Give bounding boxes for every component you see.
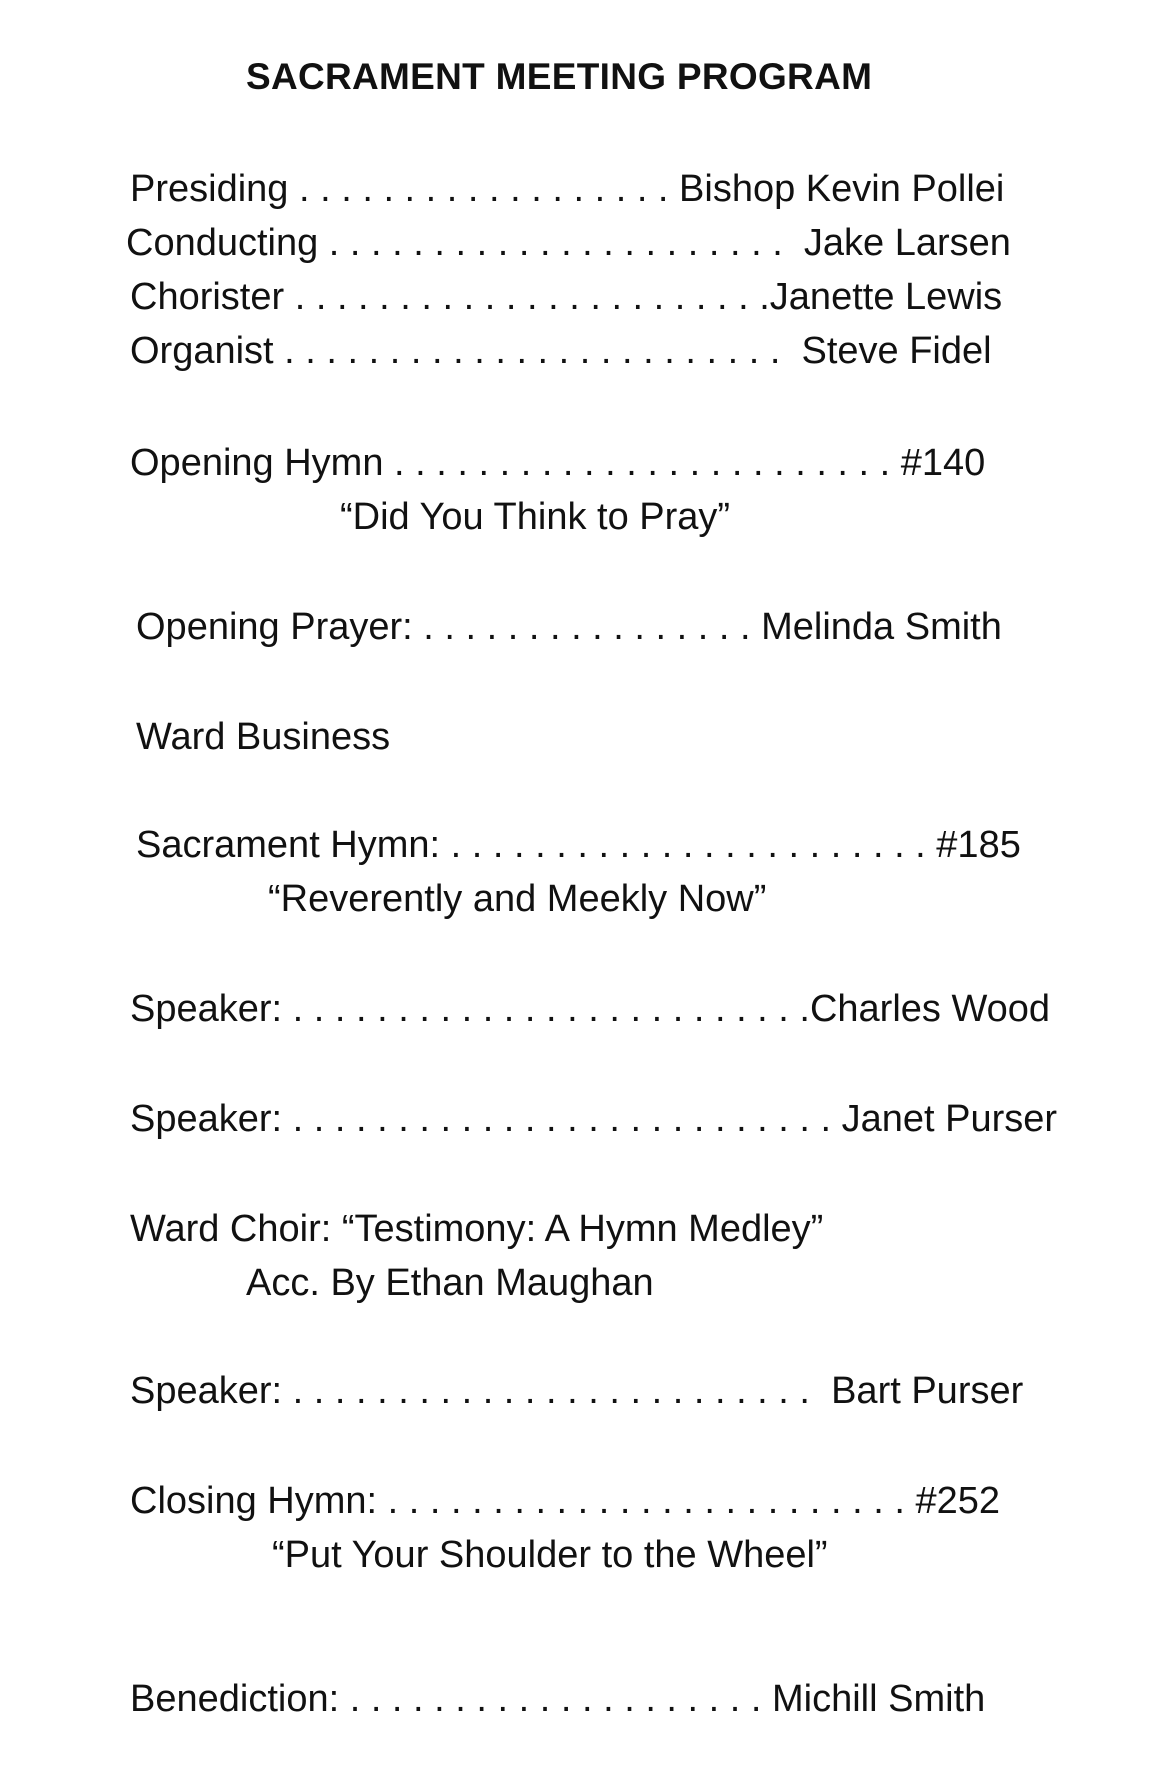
ward-choir-accompanist: Acc. By Ethan Maughan	[246, 1262, 654, 1304]
ward-choir-line: Ward Choir: “Testimony: A Hymn Medley”	[130, 1208, 824, 1250]
speaker-line-2: Speaker: . . . . . . . . . . . . . . . . . . . . . . . . . . Janet Purser	[130, 1098, 1058, 1140]
closing-hymn-title: “Put Your Shoulder to the Wheel”	[272, 1534, 828, 1576]
sacrament-hymn-line: Sacrament Hymn: . . . . . . . . . . . . . . . . . . . . . . . #185	[136, 824, 1021, 866]
chorister-line: Chorister . . . . . . . . . . . . . . . . . . . . . . .Janette Lewis	[130, 276, 1003, 318]
closing-hymn-line: Closing Hymn: . . . . . . . . . . . . . . . . . . . . . . . . . #252	[130, 1480, 1001, 1522]
conducting-line: Conducting . . . . . . . . . . . . . . . . . . . . . . Jake Larsen	[126, 222, 1011, 264]
organist-line: Organist . . . . . . . . . . . . . . . . . . . . . . . . Steve Fidel	[130, 330, 992, 372]
sacrament-hymn-title: “Reverently and Meekly Now”	[268, 878, 767, 920]
program-title: SACRAMENT MEETING PROGRAM	[246, 56, 873, 97]
opening-prayer-line: Opening Prayer: . . . . . . . . . . . . . . . . Melinda Smith	[136, 606, 1002, 648]
opening-hymn-line: Opening Hymn . . . . . . . . . . . . . . . . . . . . . . . . #140	[130, 442, 986, 484]
ward-business-line: Ward Business	[136, 716, 391, 758]
speaker-line-1: Speaker: . . . . . . . . . . . . . . . . . . . . . . . . .Charles Wood	[130, 988, 1051, 1030]
opening-hymn-title: “Did You Think to Pray”	[340, 496, 731, 538]
benediction-line: Benediction: . . . . . . . . . . . . . . . . . . . . Michill Smith	[130, 1678, 986, 1720]
speaker-line-3: Speaker: . . . . . . . . . . . . . . . . . . . . . . . . . Bart Purser	[130, 1370, 1024, 1412]
presiding-line: Presiding . . . . . . . . . . . . . . . . . . Bishop Kevin Pollei	[130, 168, 1005, 210]
